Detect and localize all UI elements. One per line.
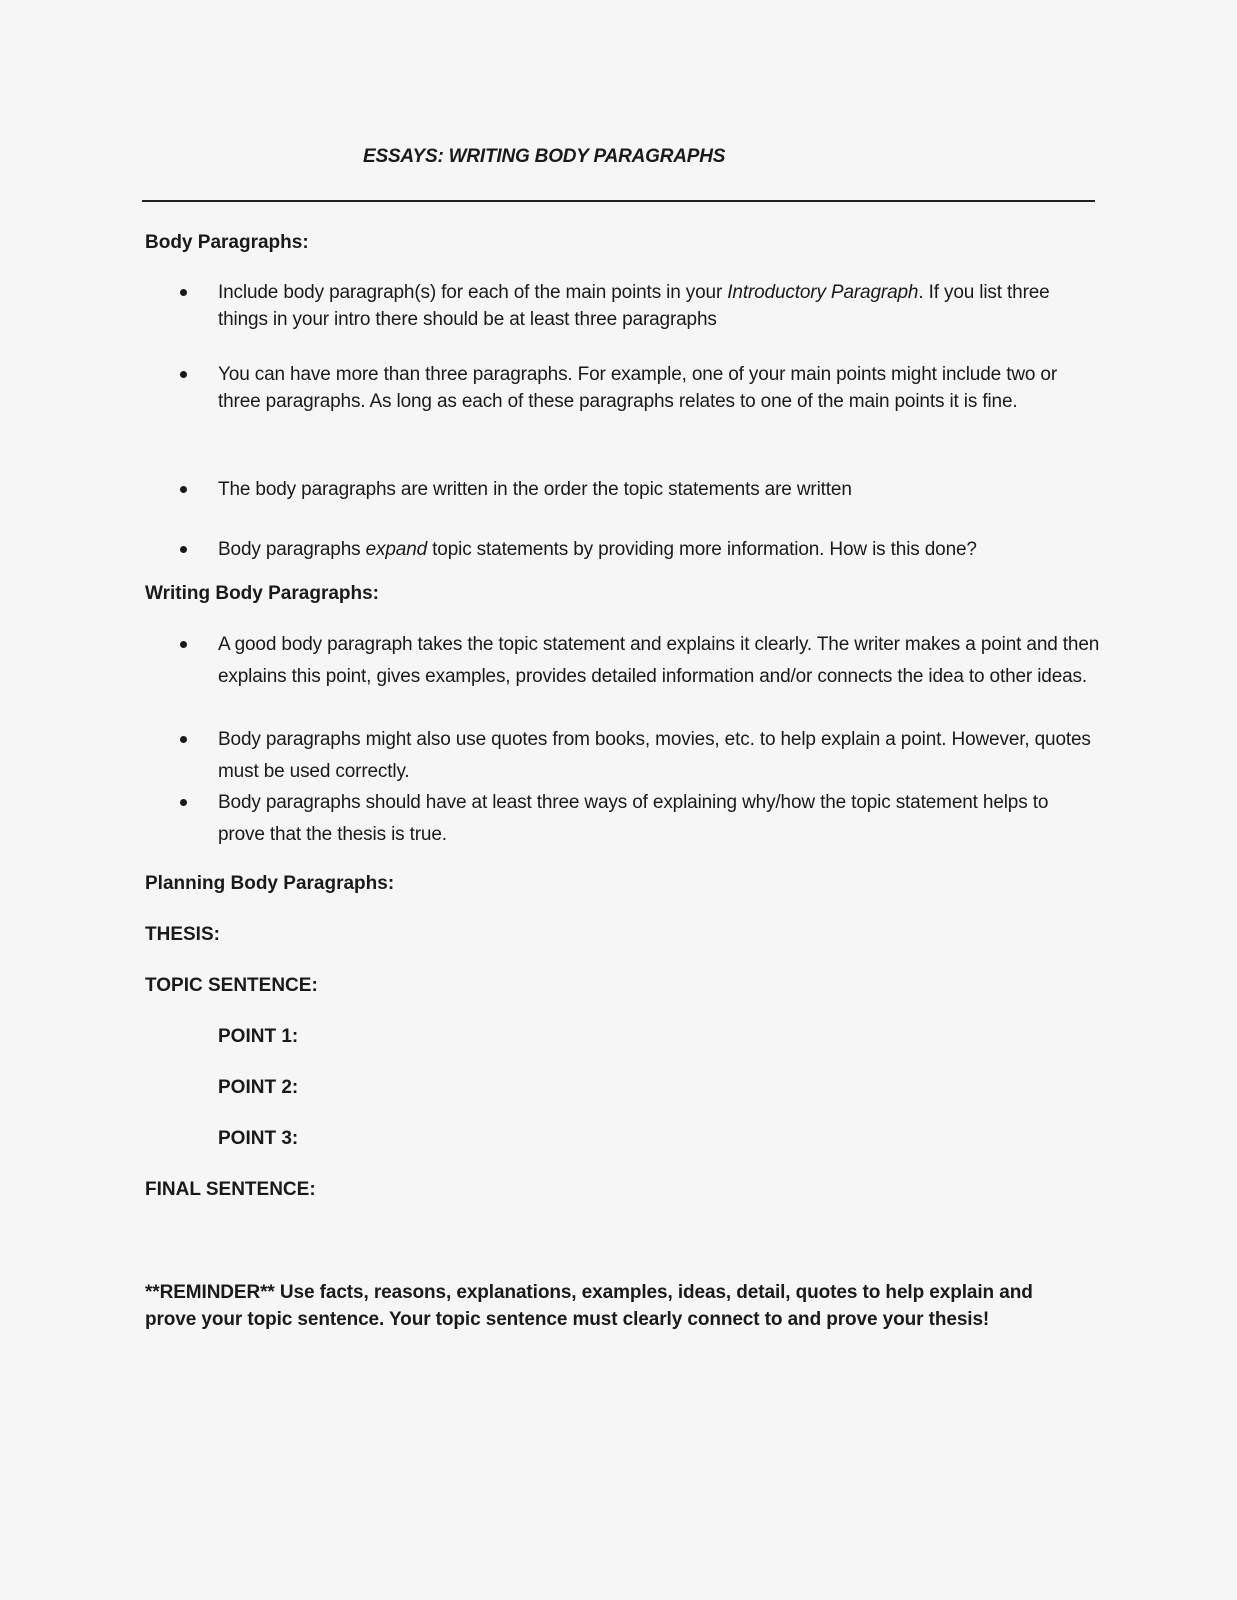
- bullet-text: The body paragraphs are written in the order the topic statements are written: [218, 479, 852, 500]
- bullet-text: Body paragraphs expand topic statements by providing more information. How is this done?: [218, 539, 977, 560]
- list-item: [180, 787, 1100, 850]
- section-heading-writing-body-paragraphs: Writing Body Paragraphs:: [145, 583, 380, 604]
- bullet-text: Body paragraphs might also use quotes from books, movies, etc. to help explain a point. However, quotes must be used correctly.: [218, 729, 1091, 782]
- list-item: [180, 279, 1100, 333]
- list-item: [180, 476, 1100, 503]
- title-divider: [142, 200, 1095, 202]
- section-heading-body-paragraphs: Body Paragraphs:: [145, 232, 309, 253]
- bullet-icon: [180, 629, 218, 692]
- bullet-icon: [180, 787, 218, 850]
- point-1-label: POINT 1:: [218, 1026, 299, 1047]
- section-heading-planning-body-paragraphs: Planning Body Paragraphs:: [145, 873, 395, 894]
- bullet-icon: [180, 279, 218, 333]
- bullet-text: You can have more than three paragraphs. For example, one of your main points might include two or three paragraphs. As long as each of these paragraphs relates to one of the main points it is fine.: [218, 364, 1058, 412]
- list-item: [180, 724, 1100, 787]
- reminder-note: **REMINDER** Use facts, reasons, explanations, examples, ideas, detail, quotes to help explain and prove your topic sentence. Your topic sentence must clearly connect to and prove your thesis!: [145, 1282, 1033, 1330]
- list-item: [180, 629, 1100, 692]
- bullet-icon: [180, 536, 218, 563]
- document-title: ESSAYS: WRITING BODY PARAGRAPHS: [363, 146, 726, 167]
- bullet-text: Include body paragraph(s) for each of the main points in your Introductory Paragraph. If you list three things in your intro there should be at least three paragraphs: [218, 282, 1050, 330]
- bullet-icon: [180, 724, 218, 787]
- point-2-label: POINT 2:: [218, 1077, 299, 1098]
- bullet-text: Body paragraphs should have at least three ways of explaining why/how the topic statement helps to prove that the thesis is true.: [218, 792, 1049, 845]
- list-item: [180, 361, 1100, 415]
- final-sentence-label: FINAL SENTENCE:: [145, 1179, 316, 1200]
- topic-sentence-label: TOPIC SENTENCE:: [145, 975, 318, 996]
- bullet-icon: [180, 476, 218, 503]
- bullet-text: A good body paragraph takes the topic statement and explains it clearly. The writer makes a point and then explains this point, gives examples, provides detailed information and/or connects the idea to other ideas.: [218, 634, 1100, 687]
- list-item: [180, 536, 1100, 563]
- thesis-label: THESIS:: [145, 924, 220, 945]
- point-3-label: POINT 3:: [218, 1128, 299, 1149]
- bullet-icon: [180, 361, 218, 415]
